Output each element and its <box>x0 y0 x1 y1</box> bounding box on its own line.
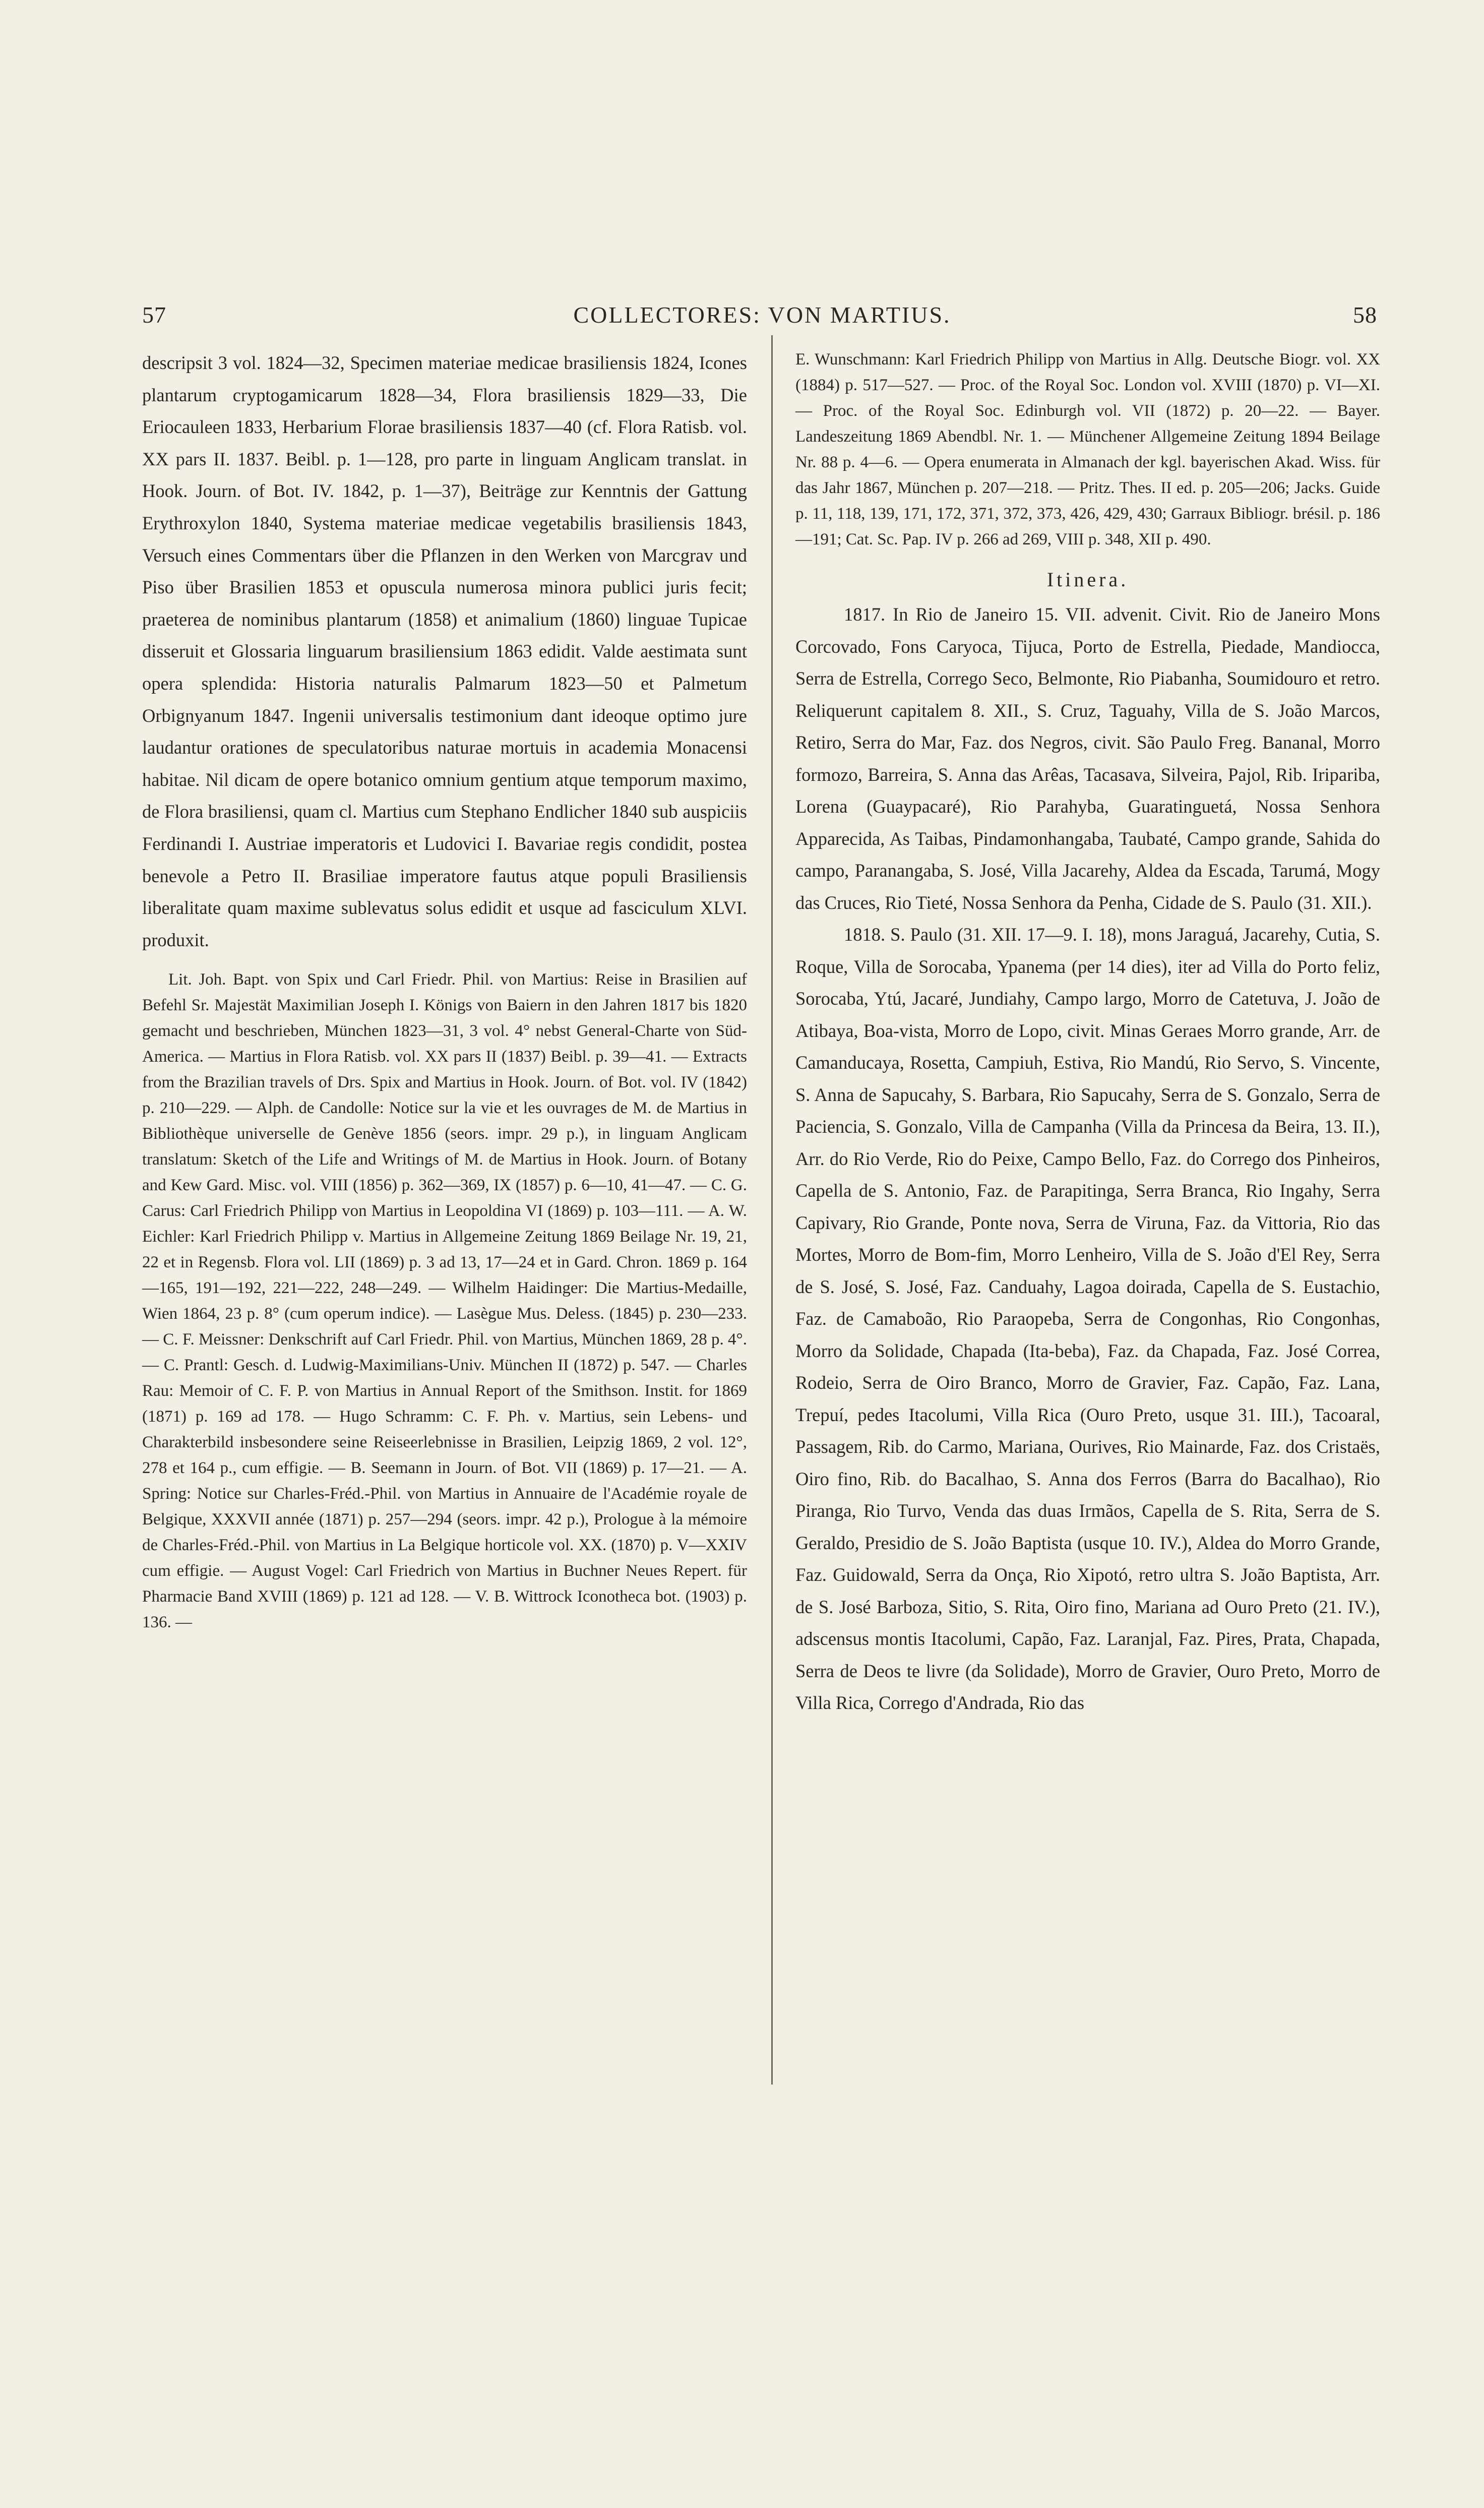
literature-paragraph: Lit. Joh. Bapt. von Spix und Carl Friedr. Phil. von Martius: Reise in Brasilien auf Befehl Sr. Majestät Maximilian Joseph I. Königs von Baiern in den Jahren 1817 bis 1820 gemacht und beschrieben, München 1823—31, 3 vol. 4° nebst General-Charte von Süd-America. — Martius in Flora Ratisb. vol. XX pars II (1837) Beibl. p. 39—41. — Extracts from the Brazilian travels of Drs. Spix and Martius in Hook. Journ. of Bot. vol. IV (1842) p. 210—229. — Alph. de Candolle: Notice sur la vie et les ouvrages de M. de Martius in Bibliothèque universelle de Genève 1856 (seors. impr. 29 p.), in linguam Anglicam translatum: Sketch of the Life and Writings of M. de Martius in Hook. Journ. of Botany and Kew Gard. Misc. vol. VIII (1856) p. 362—369, IX (1857) p. 6—10, 41—47. — C. G. Carus: Carl Friedrich Philipp von Martius in Leopoldina VI (1869) p. 103—111. — A. W. Eichler: Karl Friedrich Philipp v. Martius in Allgemeine Zeitung 1869 Beilage Nr. 19, 21, 22 et in Regensb. Flora vol. LII (1869) p. 3 ad 13, 17—24 et in Gard. Chron. 1869 p. 164—165, 191—192, 221—222, 248—249. — Wilhelm Haidinger: Die Martius-Medaille, Wien 1864, 23 p. 8° (cum operum indice). — Lasègue Mus. Deless. (1845) p. 230—233. — C. F. Meissner: Denkschrift auf Carl Friedr. Phil. von Martius, München 1869, 28 p. 4°. — C. Prantl: Gesch. d. Ludwig-Maximilians-Univ. München II (1872) p. 547. — Charles Rau: Memoir of C. F. P. von Martius in Annual Report of the Smithson. Instit. for 1869 (1871) p. 169 ad 178. — Hugo Schramm: C. F. Ph. v. Martius, sein Lebens- und Charakterbild insbesondere seine Reiseerlebnisse in Brasilien, Leipzig 1869, 2 vol. 12°, 278 et 164 p., cum effigie. — B. Seemann in Journ. of Bot. VII (1869) p. 17—21. — A. Spring: Notice sur Charles-Fréd.-Phil. von Martius in Annuaire de l'Académie royale de Belgique, XXXVII année (1871) p. 257—294 (seors. impr. 42 p.), Prologue à la mémoire de Charles-Fréd.-Phil. von Martius in La Belgique horticole vol. XX. (1870) p. V—XXIV cum effigie. — August Vogel: Carl Friedrich von Martius in Buchner Neues Repert. für Pharmacie Band XVIII (1869) p. 121 ad 128. — V. B. Wittrock Iconotheca bot. (1903) p. 136. — <box>142 970 747 1632</box>
left-column <box>142 347 747 1635</box>
references-continued: E. Wunschmann: Karl Friedrich Philipp von Martius in Allg. Deutsche Biogr. vol. XX (1884) p. 517—527. — Proc. of the Royal Soc. London vol. XVIII (1870) p. VI—XI. — Proc. of the Royal Soc. Edinburgh vol. VII (1872) p. 20—22. — Bayer. Landeszeitung 1869 Abendbl. Nr. 1. — Münchener Allgemeine Zeitung 1894 Beilage Nr. 88 p. 4—6. — Opera enumerata in Almanach der kgl. bayerischen Akad. Wiss. für das Jahr 1867, München p. 207—218. — Pritz. Thes. II ed. p. 205—206; Jacks. Guide p. 11, 118, 139, 171, 172, 371, 372, 373, 426, 429, 430; Garraux Bibliogr. brésil. p. 186—191; Cat. Sc. Pap. IV p. 266 ad 269, VIII p. 348, XII p. 490. <box>795 350 1380 548</box>
itinera-1817-paragraph: 1817. In Rio de Janeiro 15. VII. advenit. Civit. Rio de Janeiro Mons Corcovado, Fons Caryoca, Tijuca, Porto de Estrella, Piedade, Mandiocca, Serra de Estrella, Corrego Seco, Belmonte, Rio Piabanha, Soumidouro et retro. Reliquerunt capitalem 8. XII., S. Cruz, Taguahy, Villa de S. João Marcos, Retiro, Serra do Mar, Faz. dos Negros, civit. São Paulo Freg. Bananal, Morro formozo, Barreira, S. Anna das Arêas, Tacasava, Silveira, Pajol, Rib. Iripariba, Lorena (Guaypacaré), Rio Parahyba, Guaratinguetá, Nossa Senhora Apparecida, As Taibas, Pindamonhangaba, Taubaté, Campo grande, Sahida do campo, Paranangaba, S. José, Villa Jacarehy, Aldea da Escada, Tarumá, Mogy das Cruces, Rio Tieté, Nossa Senhora da Penha, Cidade de S. Paulo (31. XII.). <box>795 604 1380 913</box>
main-paragraph: descripsit 3 vol. 1824—32, Specimen materiae medicae brasiliensis 1824, Icones plantarum cryptogamicarum 1828—34, Flora brasiliensis 1829—33, Die Eriocauleen 1833, Herbarium Florae brasiliensis 1837—40 (cf. Flora Ratisb. vol. XX pars II. 1837. Beibl. p. 1—128, pro parte in linguam Anglicam translat. in Hook. Journ. of Bot. IV. 1842, p. 1—37), Beiträge zur Kenntnis der Gattung Erythroxylon 1840, Systema materiae medicae vegetabilis brasiliensis 1843, Versuch eines Commentars über die Pflanzen in den Werken von Marcgrav und Piso über Brasilien 1853 et opuscula numerosa minora publici juris fecit; praeterea de nominibus plantarum (1858) et animalium (1860) linguae Tupicae disseruit et Glossaria linguarum brasiliensium 1863 edidit. Valde aestimata sunt opera splendida: Historia naturalis Palmarum 1823—50 et Palmetum Orbignyanum 1847. Ingenii universalis testimonium dant ideoque optimo jure laudantur orationes de speculatoribus naturae mortuis in academia Monacensi habitae. Nil dicam de opere botanico omnium gentium atque temporum maximo, de Flora brasiliensi, quam cl. Martius cum Stephano Endlicher 1840 sub auspiciis Ferdinandi I. Austriae imperatoris et Ludovici I. Bavariae regis condidit, postea benevole a Petro II. Brasiliae imperatore fautus atque populi Brasiliensis liberalitate quam maxime sublevatus solus edidit et usque ad fasciculum XLVI. produxit. <box>142 352 747 950</box>
column-divider <box>771 335 773 2085</box>
itinera-1818-paragraph: 1818. S. Paulo (31. XII. 17—9. I. 18), mons Jaraguá, Jacarehy, Cutia, S. Roque, Villa de Sorocaba, Ypanema (per 14 dies), iter ad Villa do Porto feliz, Sorocaba, Ytú, Jacaré, Jundiahy, Campo largo, Morro de Catetuva, J. João de Atibaya, Boa-vista, Morro de Lopo, civit. Minas Geraes Morro grande, Arr. de Camanducaya, Rosetta, Campiuh, Estiva, Rio Mandú, Rio Servo, S. Vincente, S. Anna de Sapucahy, S. Barbara, Rio Sapucahy, Serra de S. Gonzalo, Serra de Paciencia, S. Gonzalo, Villa de Campanha (Villa da Princesa da Beira, 13. II.), Arr. do Rio Verde, Rio do Peixe, Campo Bello, Faz. do Corrego dos Pinheiros, Capella de S. Antonio, Faz. de Parapitinga, Serra Branca, Rio Ingahy, Serra Capivary, Rio Grande, Ponte nova, Serra de Viruna, Faz. da Vittoria, Rio das Mortes, Morro de Bom-fim, Morro Lenheiro, Villa de S. João d'El Rey, Serra de S. José, S. José, Faz. Canduahy, Lagoa doirada, Capella de S. Eustachio, Faz. de Camaboão, Rio Paraopeba, Serra de Congonhas, Rio Congonhas, Morro da Solidade, Chapada (Ita-beba), Faz. da Chapada, Faz. José Correa, Rodeio, Serra de Oiro Branco, Morro de Gravier, Faz. Capão, Faz. Lana, Trepuí, pedes Itacolumi, Villa Rica (Ouro Preto, usque 31. III.), Tacoaral, Passagem, Rib. do Carmo, Mariana, Ourives, Rio Mainarde, Faz. dos Cristaës, Oiro fino, Rib. do Bacalhao, S. Anna dos Ferros (Barra do Bacalhao), Rio Piranga, Rio Turvo, Venda das duas Irmãos, Capella de S. Rita, Serra de S. Geraldo, Presidio de S. João Baptista (usque 10. IV.), Aldea do Morro Grande, Faz. Guidowald, Serra da Onça, Rio Xipotó, retro ultra S. João Baptista, Arr. de S. José Barboza, Sitio, S. Rita, Oiro fino, Mariana ad Ouro Preto (21. IV.), adscensus montis Itacolumi, Capão, Faz. Laranjal, Faz. Pires, Prata, Chapada, Serra de Deos te livre (da Solidade), Morro de Gravier, Ouro Preto, Morro de Villa Rica, Corrego d'Andrada, Rio das <box>795 924 1380 1713</box>
right-column <box>795 347 1380 1719</box>
itinera-heading: Itinera. <box>1046 568 1129 591</box>
running-header <box>142 301 1382 332</box>
running-title: COLLECTORES: VON MARTIUS. <box>573 302 951 328</box>
page-number-left: 57 <box>142 302 166 328</box>
page-number-right: 58 <box>1353 302 1377 328</box>
